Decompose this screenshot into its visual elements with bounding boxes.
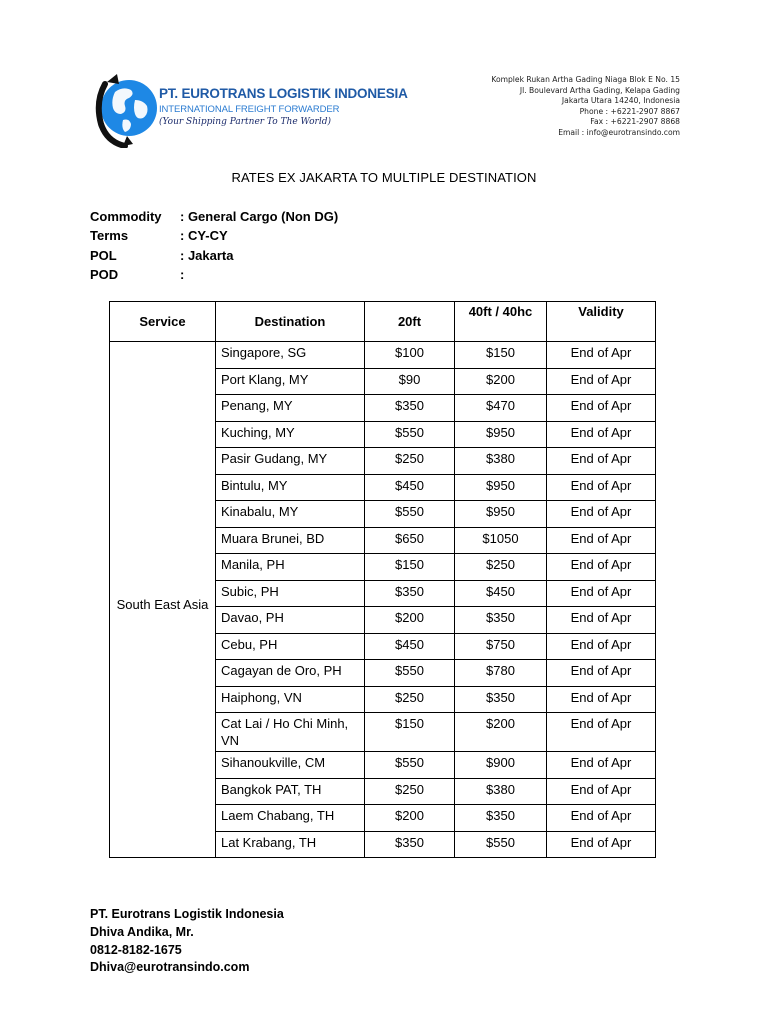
destination-cell: Penang, MY [216,395,365,422]
fax-line: Fax : +6221-2907 8868 [590,117,680,127]
validity-cell: End of Apr [547,752,656,779]
rate-40ft-cell: $380 [455,448,547,475]
rate-20ft-cell: $550 [365,752,455,779]
company-address [491,75,680,139]
rate-20ft-cell: $250 [365,686,455,713]
address-line: Jakarta Utara 14240, Indonesia [561,96,680,106]
email-line: Email : info@eurotransindo.com [558,127,680,137]
rate-40ft-cell: $950 [455,474,547,501]
contact-email: Dhiva@eurotransindo.com [90,960,250,975]
header-40ft: 40ft / 40hc [455,302,547,342]
meta-value: : General Cargo (Non DG) [180,209,339,224]
rate-20ft-cell: $100 [365,342,455,369]
meta-value: : [180,266,185,282]
validity-cell: End of Apr [547,342,656,369]
destination-cell: Cat Lai / Ho Chi Minh, VN [216,713,365,752]
rate-40ft-cell: $780 [455,660,547,687]
rate-20ft-cell: $450 [365,633,455,660]
validity-cell: End of Apr [547,448,656,475]
rate-40ft-cell: $350 [455,607,547,634]
rate-40ft-cell: $900 [455,752,547,779]
phone-line: Phone : +6221-2907 8867 [579,106,680,116]
validity-cell: End of Apr [547,527,656,554]
destination-cell: Subic, PH [216,580,365,607]
validity-cell: End of Apr [547,395,656,422]
destination-cell: Manila, PH [216,554,365,581]
rate-20ft-cell: $650 [365,527,455,554]
destination-cell: Pasir Gudang, MY [216,448,365,475]
validity-cell: End of Apr [547,580,656,607]
rates-table [109,301,656,858]
destination-cell: Port Klang, MY [216,368,365,395]
rate-40ft-cell: $150 [455,342,547,369]
rate-40ft-cell: $470 [455,395,547,422]
address-line: Komplek Rukan Artha Gading Niaga Blok E No. 15 [491,75,680,84]
destination-cell: Laem Chabang, TH [216,805,365,832]
destination-cell: Haiphong, VN [216,686,365,713]
validity-cell: End of Apr [547,831,656,858]
destination-cell: Lat Krabang, TH [216,831,365,858]
rate-40ft-cell: $950 [455,421,547,448]
validity-cell: End of Apr [547,778,656,805]
rate-20ft-cell: $550 [365,660,455,687]
rate-40ft-cell: $250 [455,554,547,581]
address-line: Jl. Boulevard Artha Gading, Kelapa Gading [519,85,680,95]
commodity-row [90,207,338,226]
destination-cell: Singapore, SG [216,342,365,369]
header-validity: Validity [547,302,656,342]
validity-cell: End of Apr [547,501,656,528]
rate-40ft-cell: $750 [455,633,547,660]
rate-20ft-cell: $150 [365,554,455,581]
rate-40ft-cell: $950 [455,501,547,528]
rate-40ft-cell: $350 [455,686,547,713]
rate-40ft-cell: $550 [455,831,547,858]
validity-cell: End of Apr [547,554,656,581]
meta-label: POD [90,266,119,282]
rate-20ft-cell: $350 [365,831,455,858]
meta-value: : Jakarta [180,247,234,263]
rates-table-body [110,342,656,858]
rate-20ft-cell: $200 [365,805,455,832]
validity-cell: End of Apr [547,421,656,448]
header-20ft: 20ft [365,302,455,342]
rate-20ft-cell: $350 [365,395,455,422]
contact-person: Dhiva Andika, Mr. [90,924,194,939]
validity-cell: End of Apr [547,686,656,713]
validity-cell: End of Apr [547,633,656,660]
pod-row [90,265,338,284]
meta-label: Commodity [90,209,162,224]
rate-20ft-cell: $550 [365,501,455,528]
table-row [110,342,656,369]
destination-cell: Kuching, MY [216,421,365,448]
validity-cell: End of Apr [547,805,656,832]
contact-phone: 0812-8182-1675 [90,942,182,957]
header-service: Service [110,302,216,342]
rate-20ft-cell: $90 [365,368,455,395]
validity-cell: End of Apr [547,368,656,395]
rate-40ft-cell: $450 [455,580,547,607]
service-group-cell: South East Asia [110,342,216,858]
rate-40ft-cell: $380 [455,778,547,805]
company-name: PT. EUROTRANS LOGISTIK INDONESIA [159,86,408,101]
validity-cell: End of Apr [547,713,656,752]
validity-cell: End of Apr [547,607,656,634]
meta-value: : CY-CY [180,228,228,244]
company-logo [93,70,408,148]
destination-cell: Davao, PH [216,607,365,634]
destination-cell: Cebu, PH [216,633,365,660]
company-subtitle: INTERNATIONAL FREIGHT FORWARDER [159,104,340,115]
destination-cell: Bintulu, MY [216,474,365,501]
validity-cell: End of Apr [547,474,656,501]
rate-20ft-cell: $150 [365,713,455,752]
contact-company: PT. Eurotrans Logistik Indonesia [90,907,284,921]
destination-cell: Muara Brunei, BD [216,527,365,554]
contact-block [90,906,284,977]
rate-40ft-cell: $350 [455,805,547,832]
destination-cell: Kinabalu, MY [216,501,365,528]
globe-icon [93,70,157,148]
rate-20ft-cell: $250 [365,448,455,475]
terms-row [90,226,338,245]
shipment-details [90,207,338,284]
rate-20ft-cell: $550 [365,421,455,448]
pol-row [90,246,338,265]
rate-20ft-cell: $350 [365,580,455,607]
destination-cell: Sihanoukville, CM [216,752,365,779]
company-tagline: (Your Shipping Partner To The World) [159,117,332,127]
destination-cell: Cagayan de Oro, PH [216,660,365,687]
rate-20ft-cell: $200 [365,607,455,634]
header-destination: Destination [216,302,365,342]
rate-40ft-cell: $200 [455,713,547,752]
document-title: RATES EX JAKARTA TO MULTIPLE DESTINATION [231,170,537,185]
table-header-row [110,302,656,342]
rate-40ft-cell: $1050 [455,527,547,554]
validity-cell: End of Apr [547,660,656,687]
rate-20ft-cell: $250 [365,778,455,805]
rate-20ft-cell: $450 [365,474,455,501]
meta-label: POL [90,247,117,263]
rate-40ft-cell: $200 [455,368,547,395]
destination-cell: Bangkok PAT, TH [216,778,365,805]
meta-label: Terms [90,228,129,244]
